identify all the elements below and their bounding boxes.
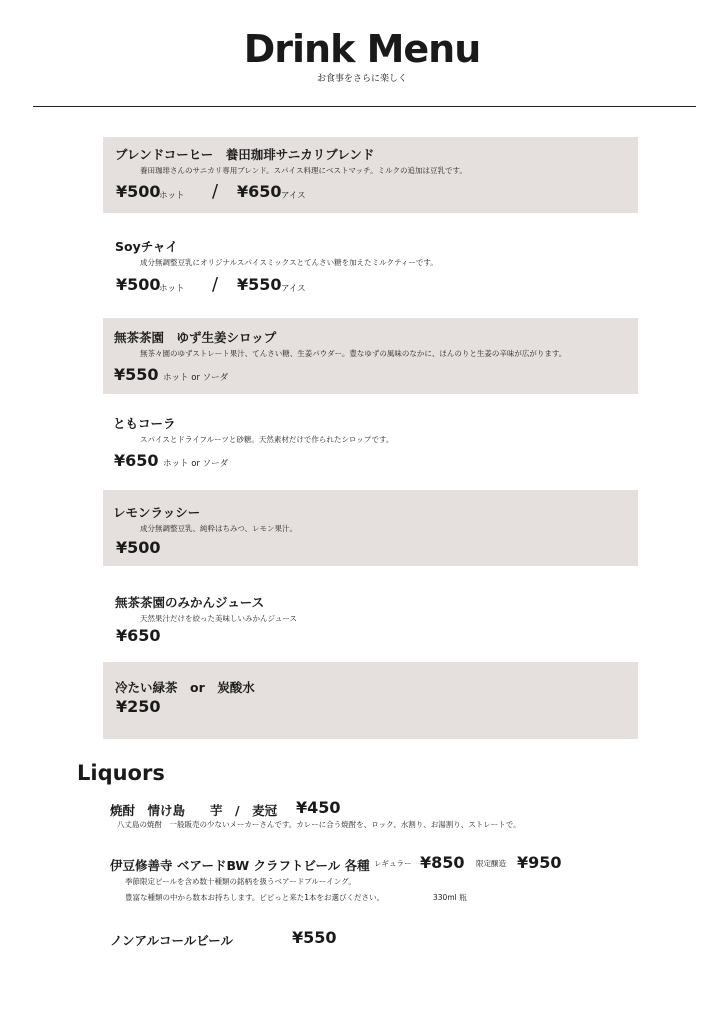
- item-price: ¥500: [116, 538, 161, 557]
- header-divider: [33, 106, 696, 107]
- item-price: ¥550: [114, 365, 159, 384]
- item-description: 成分無調整豆乳、純粋はちみつ、レモン果汁。: [140, 524, 298, 533]
- menu-item-mikan-juice: [103, 585, 638, 655]
- beer-limited-price: ¥950: [517, 853, 562, 872]
- item-description: 無茶々園のゆずストレート果汁、てんさい糖、生姜パウダー。豊なゆずの風味のなかに、ほんのりと生姜の辛味が広がります。: [140, 349, 567, 358]
- beer-limited-label: 限定醸造: [476, 859, 506, 868]
- item-price: ¥650: [114, 451, 159, 470]
- menu-item-yuzu-ginger: [103, 318, 638, 394]
- item-name: 冷たい緑茶 or 炭酸水: [115, 680, 255, 695]
- price-separator: /: [212, 181, 219, 202]
- beer-description-1: 季節限定ビールを含め数十種類の銘柄を扱うベアードブルーイング。: [125, 877, 356, 886]
- nonalcohol-beer-price: ¥550: [292, 928, 337, 947]
- item-price-hot: ¥500: [116, 182, 161, 201]
- beer-regular-price: ¥850: [420, 853, 465, 872]
- shochu-price: ¥450: [296, 798, 341, 817]
- beer-name: 伊豆修善寺 ベアードBW クラフトビール 各種: [110, 858, 370, 873]
- menu-item-green-tea-soda: [103, 662, 638, 739]
- item-name: Soyチャイ: [115, 239, 178, 254]
- liquors-title: Liquors: [77, 761, 165, 785]
- item-description: 天然果汁だけを絞った美味しいみかんジュース: [140, 614, 297, 623]
- item-name: ともコーラ: [113, 416, 176, 431]
- nonalcohol-beer-name: ノンアルコールビール: [110, 933, 234, 948]
- menu-item-soy-chai: [103, 228, 638, 304]
- item-price: ¥250: [116, 697, 161, 716]
- shochu-description: 八丈島の焼酎 一般販売の少ないメーカーさんです。カレーに合う焼酎を、ロック、水割り、お湯割り、ストレートで。: [117, 820, 521, 829]
- item-unit-iced: アイス: [281, 284, 306, 294]
- item-name: ブレンドコーヒー 養田珈琲サニカリブレンド: [115, 147, 375, 162]
- item-unit: ホット or ソーダ: [163, 373, 229, 383]
- beer-size: 330ml 瓶: [433, 893, 467, 902]
- item-price-iced: ¥550: [237, 275, 282, 294]
- item-name: 無茶茶園 ゆず生姜シロップ: [114, 330, 277, 345]
- menu-item-tomo-cola: [103, 405, 638, 481]
- menu-item-lemon-lassi: [103, 490, 638, 566]
- item-name: レモンラッシー: [113, 505, 201, 520]
- price-separator: /: [212, 274, 219, 295]
- item-unit-hot: ホット: [159, 191, 185, 201]
- item-name: 無茶茶園のみかんジュース: [115, 595, 265, 610]
- item-unit: ホット or ソーダ: [163, 459, 229, 469]
- item-description: 養田珈琲さんのサニカリ専用ブレンド。スパイス料理にベストマッチ。ミルクの追加は豆乳です。: [140, 166, 467, 175]
- beer-description-2: 豊富な種類の中から数本お持ちします。ピピっと来た1本をお選びください。: [125, 893, 385, 902]
- item-price-iced: ¥650: [237, 182, 282, 201]
- item-unit-iced: アイス: [281, 191, 306, 201]
- menu-item-blend-coffee: [103, 137, 638, 213]
- item-description: 成分無調整豆乳にオリジナルスパイスミックスとてんさい糖を加えたミルクティーです。: [140, 258, 438, 267]
- item-unit-hot: ホット: [159, 284, 185, 294]
- beer-regular-label: レギュラー: [374, 859, 412, 868]
- item-description: スパイスとドライフルーツと砂糖。天然素材だけで作られたシロップです。: [140, 435, 394, 444]
- item-price-hot: ¥500: [116, 275, 161, 294]
- page-subtitle: お食事をさらに楽しく: [316, 74, 407, 84]
- item-price: ¥650: [116, 626, 161, 645]
- shochu-name: 焼酎 情け島 芋 / 麦冠: [110, 803, 278, 818]
- page-title: Drink Menu: [243, 27, 481, 71]
